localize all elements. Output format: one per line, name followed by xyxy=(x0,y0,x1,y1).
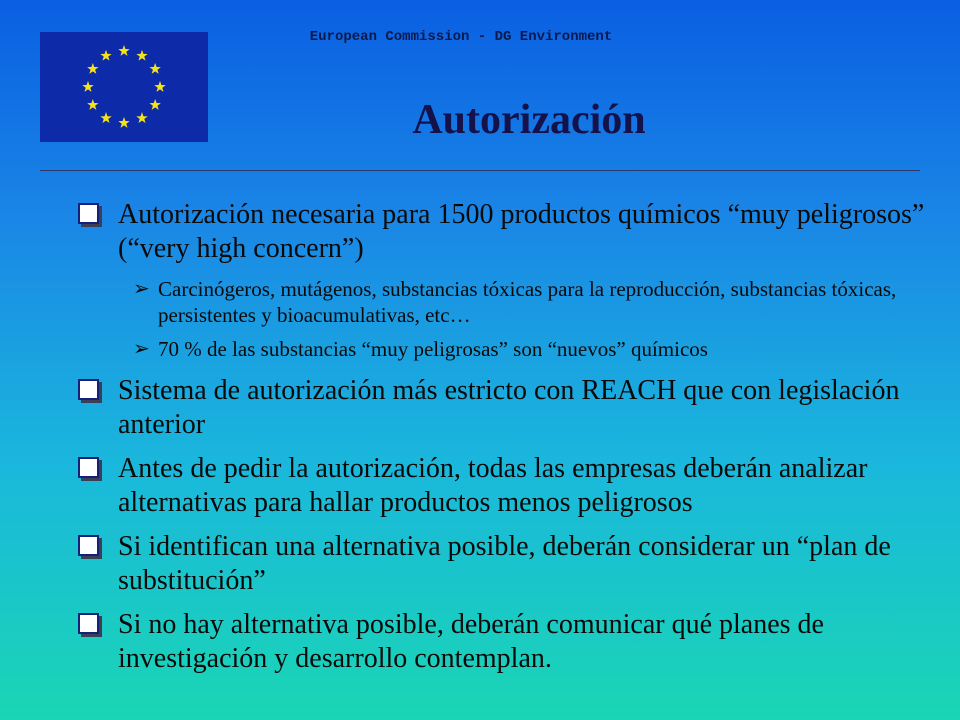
bullet-text: Antes de pedir la autorización, todas las empresas deberán analizar alternativas para hallar productos menos peligrosos xyxy=(118,453,868,518)
sub-bullet-item xyxy=(78,336,938,362)
bullet-item xyxy=(78,374,938,442)
sub-bullet-text: Carcinógeros, mutágenos, substancias tóxicas para la reproducción, substancias tóxicas, persistentes y bioacumulativas, etc… xyxy=(158,277,897,327)
star-icon xyxy=(136,50,147,61)
arrow-bullet-icon: ➢ xyxy=(133,278,150,300)
bullet-item xyxy=(78,608,938,676)
bullet-text: Si identifican una alternativa posible, deberán considerar un “plan de substitución” xyxy=(118,531,891,596)
bullet-item xyxy=(78,530,938,598)
checkbox-bullet-icon xyxy=(78,535,99,556)
checkbox-bullet-icon xyxy=(78,613,99,634)
divider xyxy=(40,170,920,171)
slide-title: Autorización xyxy=(412,97,646,143)
bullet-list xyxy=(78,198,938,686)
checkbox-bullet-icon xyxy=(78,203,99,224)
checkbox-bullet-icon xyxy=(78,457,99,478)
star-icon xyxy=(87,63,98,74)
star-icon xyxy=(149,63,160,74)
star-icon xyxy=(154,81,165,92)
sub-bullet-text: 70 % de las substancias “muy peligrosas” son “nuevos” químicos xyxy=(158,337,708,361)
star-icon xyxy=(82,81,93,92)
bullet-text: Autorización necesaria para 1500 productos químicos “muy peligrosos” (“very high concern”) xyxy=(118,199,925,264)
checkbox-bullet-icon xyxy=(78,379,99,400)
star-icon xyxy=(118,45,129,56)
bullet-item xyxy=(78,198,938,266)
bullet-text: Si no hay alternativa posible, deberán comunicar qué planes de investigación y desarrollo contemplan. xyxy=(118,609,824,674)
arrow-bullet-icon: ➢ xyxy=(133,338,150,360)
sub-bullet-item xyxy=(78,276,938,328)
bullet-item xyxy=(78,452,938,520)
header-organization: European Commission - DG Environment xyxy=(309,29,613,45)
star-icon xyxy=(100,50,111,61)
bullet-text: Sistema de autorización más estricto con REACH que con legislación anterior xyxy=(118,375,900,440)
